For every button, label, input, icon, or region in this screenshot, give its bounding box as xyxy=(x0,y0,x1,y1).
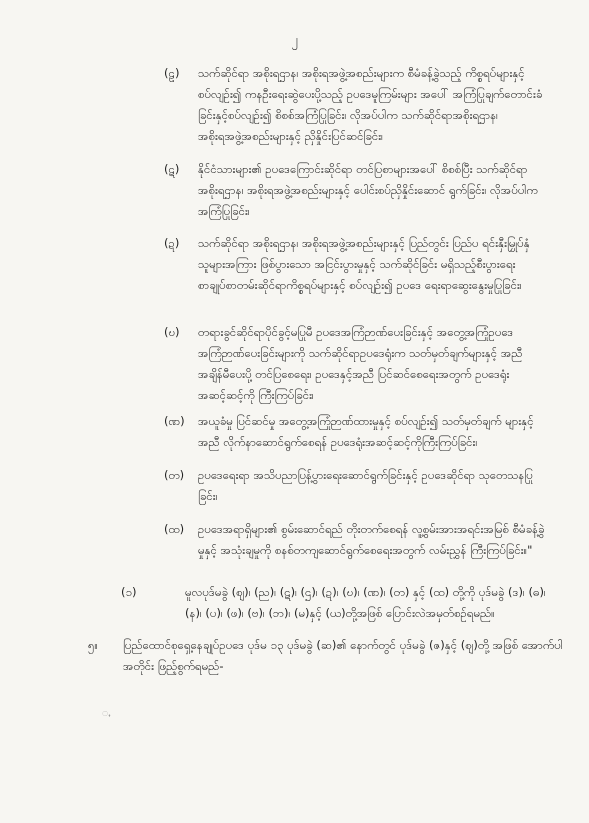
clause-label: (တ) xyxy=(164,468,185,482)
clause-2 xyxy=(164,159,545,222)
clause-7 xyxy=(164,519,545,561)
clause-text: တရားခွင်ဆိုင်ရာပိုင်ခွင့်မပြုမီ ဥပဒေအကြံဉာဏ်ပေးခြင်းနှင့် အတွေ့အကြုံဥပဒေ အကြံဉာဏ်ပေးခြင်းများကို သက်ဆိုင်ရာဥပဒေရုံးက သတ်မှတ်ချက်များနှင့် အညီ အချိန်မီပေးပို့ တင်ပြစေရေး၊ ဥပဒေနှင့်အညီ ပြင်ဆင်စေရေးအတွက် ဥပဒေရုံးအဆင့်ဆင့်ကို ကြီးကြပ်ခြင်း၊ xyxy=(198,325,523,402)
clause-text: ဥပဒေအရာရှိများ၏ စွမ်းဆောင်ရည် တိုးတက်စေရန် လူ့စွမ်းအားအရင်းအမြစ် စီမံခန့်ခွဲမှုနှင့် အသုံးချမှုကို စနစ်တကျဆောင်ရွက်စေရေးအတွက် လမ်းညွှန် ကြီးကြပ်ခြင်း။" xyxy=(198,522,545,557)
clause-6 xyxy=(164,465,545,507)
clause-label: (ဏ) xyxy=(164,414,185,428)
clause-5 xyxy=(164,411,545,453)
clause-text: ဥပဒေရေးရာ အသိပညာပြန့်ပွားရေးဆောင်ရွက်ခြင်းနှင့် ဥပဒေဆိုင်ရာ သုတေသနပြုခြင်း၊ xyxy=(198,468,533,503)
clause-1 xyxy=(164,63,545,147)
clause-label: (ထ) xyxy=(164,522,185,536)
clause-3 xyxy=(164,233,545,296)
clause-text: သက်ဆိုင်ရာ အစိုးရဌာန၊ အစိုးရအဖွဲ့အစည်းများက စီမံခန့်ခွဲသည့် ကိစ္စရပ်များနှင့်စပ်လျဉ်း၍ ကနဦးရေးဆွဲပေးပို့သည့် ဥပဒေမူကြမ်းများ အပေါ် အကြံပြုချက်တောင်းခံခြင်းနှင့်စပ်လျဉ်း၍ စိစစ်အကြံပြုခြင်း၊ လိုအပ်ပါက သက်ဆိုင်ရာအစိုးရဌာန၊ အစိုးရအဖွဲ့အစည်းများနှင့် ညှိနှိုင်းပြင်ဆင်ခြင်း၊ xyxy=(198,66,543,143)
amendment-paragraph xyxy=(121,582,561,624)
section-5-paragraph xyxy=(88,635,565,677)
scan-mark: ꩻ xyxy=(102,708,111,719)
section-text: ပြည်ထောင်စုရှေ့နေချုပ်ဥပဒေ ပုဒ်မ ၁၃ ပုဒ်မခွဲ (ဆ)၏ နောက်တွင် ပုဒ်မခွဲ (ဇ)နှင့် (ဈ)တို့ အဖြစ် အောက်ပါအတိုင်း ဖြည့်စွက်ရမည်- xyxy=(123,638,563,673)
amendment-label: (၁) xyxy=(121,585,137,599)
clause-4 xyxy=(164,322,545,406)
clause-label: (ဠ) xyxy=(164,66,180,80)
clause-label: (ဍ) xyxy=(164,236,180,250)
section-number: ၅။ xyxy=(88,638,98,652)
clause-text: နိုင်ငံသားများ၏ ဥပဒေကြောင်းဆိုင်ရာ တင်ပြစာများအပေါ် စိစစ်ပြီး သက်ဆိုင်ရာအစိုးရဌာန၊ အစိုးရအဖွဲ့အစည်းများနှင့် ပေါင်းစပ်ညှိနှိုင်းဆောင် ရွက်ခြင်း၊ လိုအပ်ပါက အကြံပြုခြင်း၊ xyxy=(198,162,538,218)
page-number: ၂ xyxy=(291,33,298,48)
clause-text: အယူခံမှု ပြင်ဆင်မှု အတွေ့အကြုံဉာဏ်ထားမှုနှင့် စပ်လျဉ်း၍ သတ်မှတ်ချက် များနှင့်အညီ လိုက်နာဆောင်ရွက်စေရန် ဥပဒေရုံးအဆင့်ဆင့်ကိုကြီးကြပ်ခြင်း၊ xyxy=(198,414,534,449)
amendment-text: မူလပုဒ်မခွဲ (ဈ)၊ (ည)၊ (ဋ)၊ (ဌ)၊ (ဍ)၊ (ဎ)၊ (ဏ)၊ (တ) နှင့် (ထ) တို့ကို ပုဒ်မခွဲ (ဒ)၊ (ဓ)၊ (န)၊ (ပ)၊ (ဖ)၊ (ဗ)၊ (ဘ)၊ (မ)နှင့် (ယ)တို့အဖြစ် ပြောင်းလဲအမှတ်စဉ်ရမည်။ xyxy=(185,585,546,620)
clause-label: (ဎ) xyxy=(164,325,180,339)
clause-text: သက်ဆိုင်ရာ အစိုးရဌာန၊ အစိုးရအဖွဲ့အစည်းများနှင့် ပြည်တွင်း ပြည်ပ ရင်းနှီးမြှုပ်နှံသူများအကြား ဖြစ်ပွားသော အငြင်းပွားမှုနှင့် သက်ဆိုင်ခြင်း မရှိသည့်စီးပွားရေးစာချုပ်စာတမ်းဆိုင်ရာကိစ္စရပ်များနှင့် စပ်လျဉ်း၍ ဥပဒေ ရေးရာဆွေးနွေးမှုပြုခြင်း၊ xyxy=(198,236,530,292)
clause-label: (ဋ) xyxy=(164,162,180,176)
